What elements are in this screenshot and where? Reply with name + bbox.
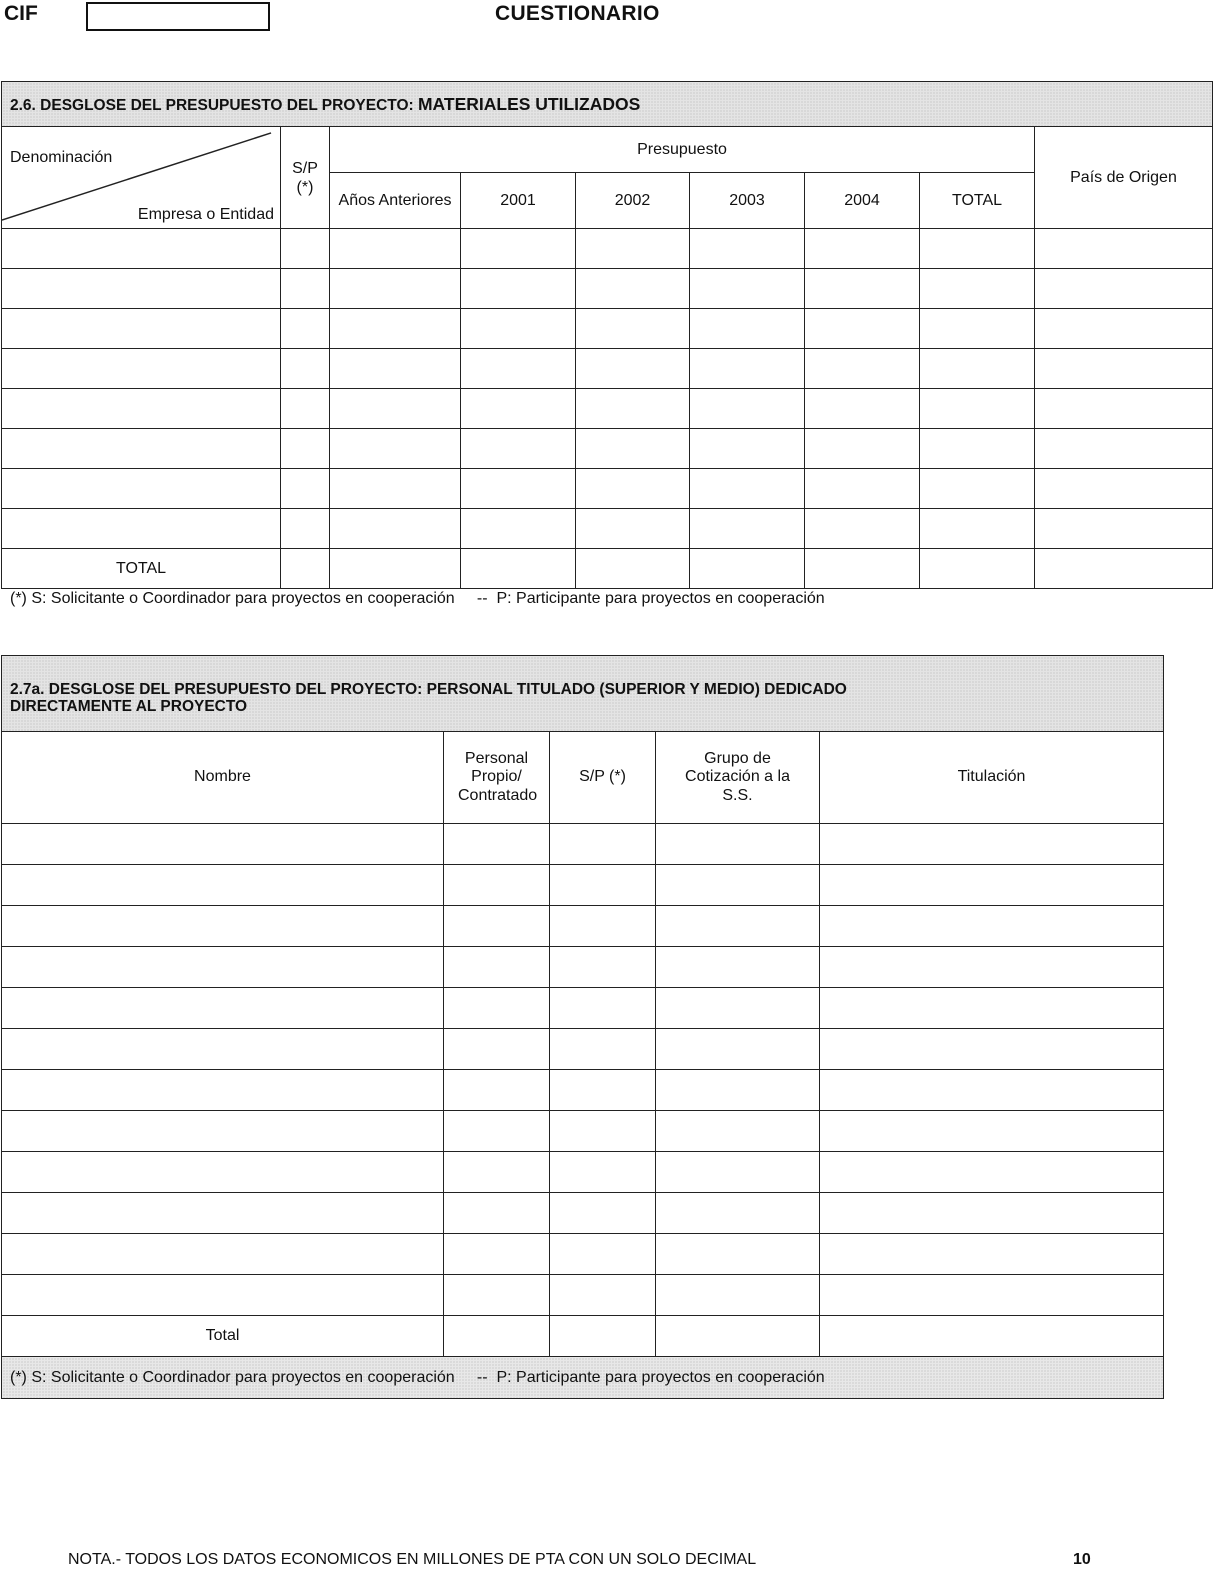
table-row <box>2 865 1164 906</box>
entry-cell[interactable] <box>576 349 690 389</box>
entry-cell[interactable] <box>2 1275 444 1316</box>
entry-cell[interactable] <box>820 988 1164 1029</box>
entry-cell[interactable] <box>656 1070 820 1111</box>
entry-cell[interactable] <box>820 1070 1164 1111</box>
sp-header: S/P (*) <box>281 127 330 229</box>
entry-cell[interactable] <box>550 1070 656 1111</box>
column-header: Grupo de Cotización a la S.S. <box>656 732 820 824</box>
entry-cell[interactable] <box>2 1111 444 1152</box>
table-row <box>2 349 1213 389</box>
entry-cell[interactable] <box>550 988 656 1029</box>
entry-cell[interactable] <box>2 509 281 549</box>
entry-cell[interactable] <box>2 309 281 349</box>
entry-cell[interactable] <box>444 1152 550 1193</box>
year-header: 2004 <box>805 173 920 229</box>
table-row <box>2 1029 1164 1070</box>
personnel-budget-table <box>1 655 1164 1399</box>
entry-cell[interactable] <box>461 269 576 309</box>
entry-cell[interactable] <box>461 309 576 349</box>
entry-cell[interactable] <box>2 1152 444 1193</box>
page-number: 10 <box>1073 1551 1091 1568</box>
entry-cell[interactable] <box>656 824 820 865</box>
entry-cell[interactable] <box>461 229 576 269</box>
entry-cell[interactable] <box>656 1152 820 1193</box>
entry-cell[interactable] <box>820 947 1164 988</box>
table-row <box>2 988 1164 1029</box>
entry-cell[interactable] <box>2 1070 444 1111</box>
entry-cell[interactable] <box>656 947 820 988</box>
entry-cell[interactable] <box>550 1234 656 1275</box>
entry-cell[interactable] <box>461 469 576 509</box>
entry-cell[interactable] <box>330 469 461 509</box>
entry-cell[interactable] <box>461 389 576 429</box>
entry-cell[interactable] <box>690 509 805 549</box>
entry-cell[interactable] <box>461 509 576 549</box>
year-header: Años Anteriores <box>330 173 461 229</box>
entry-cell[interactable] <box>805 349 920 389</box>
entry-cell[interactable] <box>444 1029 550 1070</box>
entry-cell[interactable] <box>281 469 330 509</box>
entry-cell[interactable] <box>920 509 1035 549</box>
table-row <box>2 1152 1164 1193</box>
table-row <box>2 1275 1164 1316</box>
entry-cell[interactable] <box>1035 469 1213 509</box>
total-row-label: TOTAL <box>2 549 281 589</box>
empresa-label: Empresa o Entidad <box>137 206 274 223</box>
entry-cell[interactable] <box>656 865 820 906</box>
cif-input[interactable] <box>86 2 270 31</box>
entry-cell[interactable] <box>550 1275 656 1316</box>
entry-cell[interactable] <box>550 947 656 988</box>
entry-cell[interactable] <box>444 1111 550 1152</box>
pais-origen-header: País de Origen <box>1035 127 1213 229</box>
entry-cell[interactable] <box>805 429 920 469</box>
cif-label: CIF <box>4 2 38 25</box>
entry-cell[interactable] <box>2 1234 444 1275</box>
entry-cell[interactable] <box>550 1111 656 1152</box>
entry-cell[interactable] <box>820 865 1164 906</box>
entry-cell[interactable] <box>920 429 1035 469</box>
entry-cell[interactable] <box>576 469 690 509</box>
year-header: 2003 <box>690 173 805 229</box>
table-row <box>2 1193 1164 1234</box>
entry-cell[interactable] <box>330 509 461 549</box>
entry-cell[interactable] <box>550 1152 656 1193</box>
entry-cell[interactable] <box>820 1275 1164 1316</box>
entry-cell[interactable] <box>690 429 805 469</box>
entry-cell[interactable] <box>690 469 805 509</box>
entry-cell[interactable] <box>1035 349 1213 389</box>
entry-cell[interactable] <box>690 309 805 349</box>
entry-cell[interactable] <box>2 1029 444 1070</box>
entry-cell[interactable] <box>444 906 550 947</box>
entry-cell[interactable] <box>2 906 444 947</box>
entry-cell[interactable] <box>805 469 920 509</box>
entry-cell[interactable] <box>920 229 1035 269</box>
year-header: 2002 <box>576 173 690 229</box>
entry-cell[interactable] <box>690 389 805 429</box>
entry-cell[interactable] <box>444 824 550 865</box>
footnote-sp-27a: (*) S: Solicitante o Coordinador para proyectos en cooperación -- P: Participante para proyectos en cooperación <box>2 1357 1164 1399</box>
entry-cell[interactable] <box>576 269 690 309</box>
entry-cell[interactable] <box>444 988 550 1029</box>
table-row <box>2 947 1164 988</box>
entry-cell[interactable] <box>576 509 690 549</box>
entry-cell[interactable] <box>281 509 330 549</box>
section-27a-title: 2.7a. DESGLOSE DEL PRESUPUESTO DEL PROYECTO: PERSONAL TITULADO (SUPERIOR Y MEDIO) DEDICADO DIRECTAMENTE AL PROYECTO <box>2 656 1164 732</box>
entry-cell[interactable] <box>690 349 805 389</box>
entry-cell[interactable] <box>330 309 461 349</box>
table-row <box>2 429 1213 469</box>
entry-cell[interactable] <box>576 309 690 349</box>
entry-cell[interactable] <box>656 906 820 947</box>
entry-cell[interactable] <box>2 1193 444 1234</box>
table-row <box>2 824 1164 865</box>
entry-cell[interactable] <box>920 309 1035 349</box>
entry-cell[interactable] <box>281 269 330 309</box>
entry-cell[interactable] <box>550 906 656 947</box>
entry-cell[interactable] <box>820 1111 1164 1152</box>
entry-cell[interactable] <box>1035 229 1213 269</box>
entry-cell[interactable] <box>550 1029 656 1070</box>
entry-cell[interactable] <box>820 1193 1164 1234</box>
table-row <box>2 229 1213 269</box>
entry-cell[interactable] <box>805 389 920 429</box>
table-row <box>2 509 1213 549</box>
entry-cell[interactable] <box>805 269 920 309</box>
entry-cell[interactable] <box>330 229 461 269</box>
entry-cell[interactable] <box>920 389 1035 429</box>
table-row <box>2 906 1164 947</box>
entry-cell[interactable] <box>444 1193 550 1234</box>
column-header: Personal Propio/ Contratado <box>444 732 550 824</box>
entry-cell[interactable] <box>690 269 805 309</box>
entry-cell[interactable] <box>656 1234 820 1275</box>
entry-cell[interactable] <box>2 469 281 509</box>
entry-cell[interactable] <box>576 429 690 469</box>
entry-cell[interactable] <box>2 947 444 988</box>
column-header: Nombre <box>2 732 444 824</box>
entry-cell[interactable] <box>820 1234 1164 1275</box>
column-header: S/P (*) <box>550 732 656 824</box>
table-row <box>2 1111 1164 1152</box>
entry-cell[interactable] <box>920 469 1035 509</box>
entry-cell[interactable] <box>576 229 690 269</box>
table-row <box>2 1070 1164 1111</box>
entry-cell[interactable] <box>656 1275 820 1316</box>
presupuesto-header: Presupuesto <box>330 127 1035 173</box>
entry-cell[interactable] <box>920 269 1035 309</box>
entry-cell[interactable] <box>920 349 1035 389</box>
entry-cell[interactable] <box>576 389 690 429</box>
footnote-sp: (*) S: Solicitante o Coordinador para proyectos en cooperación -- P: Participante para proyectos en cooperación <box>10 590 825 607</box>
entry-cell[interactable] <box>2 229 281 269</box>
entry-cell[interactable] <box>444 1234 550 1275</box>
entry-cell[interactable] <box>444 947 550 988</box>
entry-cell[interactable] <box>444 1070 550 1111</box>
entry-cell[interactable] <box>1035 389 1213 429</box>
entry-cell[interactable] <box>461 429 576 469</box>
entry-cell[interactable] <box>550 1193 656 1234</box>
entry-cell[interactable] <box>656 1111 820 1152</box>
entry-cell[interactable] <box>281 229 330 269</box>
section-26-title: 2.6. DESGLOSE DEL PRESUPUESTO DEL PROYECTO: MATERIALES UTILIZADOS <box>2 82 1213 127</box>
entry-cell[interactable] <box>330 349 461 389</box>
column-header: Titulación <box>820 732 1164 824</box>
entry-cell[interactable] <box>461 349 576 389</box>
entry-cell[interactable] <box>1035 269 1213 309</box>
total-row-label: Total <box>2 1316 444 1357</box>
denominacion-label: Denominación <box>10 149 113 166</box>
entry-cell[interactable] <box>1035 429 1213 469</box>
entry-cell[interactable] <box>2 349 281 389</box>
table-row <box>2 1234 1164 1275</box>
entry-cell[interactable] <box>820 1152 1164 1193</box>
entry-cell[interactable] <box>444 865 550 906</box>
entry-cell[interactable] <box>820 1029 1164 1070</box>
table-row <box>2 269 1213 309</box>
entry-cell[interactable] <box>2 824 444 865</box>
entry-cell[interactable] <box>656 988 820 1029</box>
nota-footer: NOTA.- TODOS LOS DATOS ECONOMICOS EN MILLONES DE PTA CON UN SOLO DECIMAL <box>68 1551 757 1568</box>
entry-cell[interactable] <box>444 1275 550 1316</box>
entry-cell[interactable] <box>330 389 461 429</box>
year-header: TOTAL <box>920 173 1035 229</box>
entry-cell[interactable] <box>805 509 920 549</box>
entry-cell[interactable] <box>2 429 281 469</box>
entry-cell[interactable] <box>1035 309 1213 349</box>
entry-cell[interactable] <box>2 389 281 429</box>
entry-cell[interactable] <box>550 865 656 906</box>
entry-cell[interactable] <box>281 309 330 349</box>
entry-cell[interactable] <box>281 349 330 389</box>
denominacion-header <box>2 127 281 229</box>
table-row <box>2 469 1213 509</box>
entry-cell[interactable] <box>1035 509 1213 549</box>
entry-cell[interactable] <box>2 988 444 1029</box>
materials-budget-table <box>1 81 1213 589</box>
page-title: CUESTIONARIO <box>495 2 660 25</box>
entry-cell[interactable] <box>690 229 805 269</box>
entry-cell[interactable] <box>805 229 920 269</box>
entry-cell[interactable] <box>281 389 330 429</box>
year-header: 2001 <box>461 173 576 229</box>
entry-cell[interactable] <box>2 865 444 906</box>
entry-cell[interactable] <box>330 269 461 309</box>
entry-cell[interactable] <box>820 824 1164 865</box>
entry-cell[interactable] <box>281 429 330 469</box>
entry-cell[interactable] <box>656 1193 820 1234</box>
entry-cell[interactable] <box>805 309 920 349</box>
entry-cell[interactable] <box>820 906 1164 947</box>
entry-cell[interactable] <box>330 429 461 469</box>
entry-cell[interactable] <box>656 1029 820 1070</box>
entry-cell[interactable] <box>550 824 656 865</box>
entry-cell[interactable] <box>2 269 281 309</box>
table-row <box>2 309 1213 349</box>
table-row <box>2 389 1213 429</box>
